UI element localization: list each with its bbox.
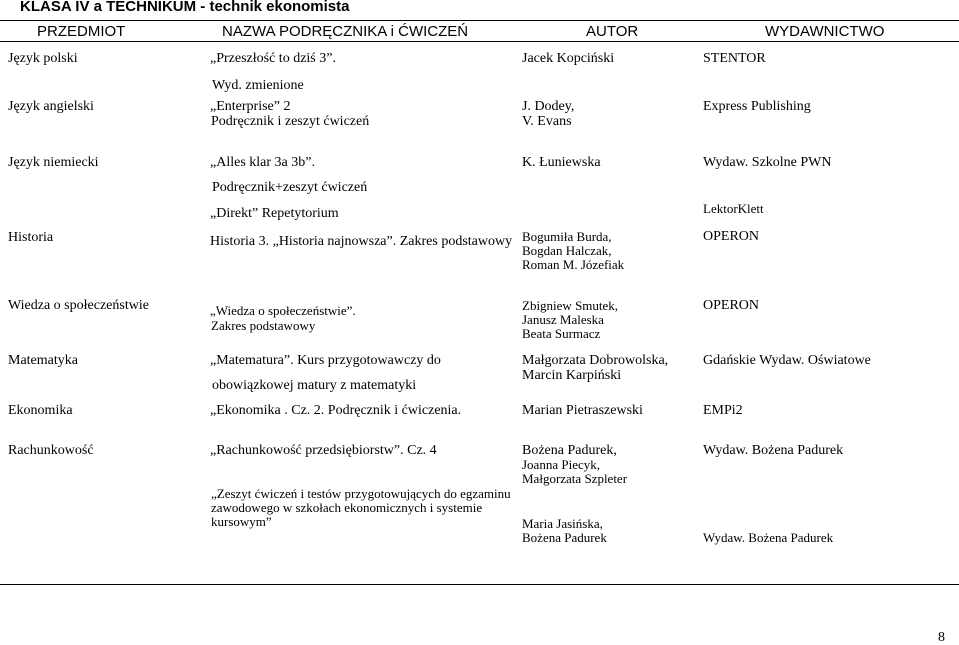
author-cell-line2: Joanna Piecyk, (522, 457, 600, 472)
table-header (0, 20, 959, 42)
book-cell: „Ekonomika . Cz. 2. Podręcznik i ćwiczenia. (210, 403, 462, 418)
book-cell-line2: Podręcznik+zeszyt ćwiczeń (212, 180, 368, 195)
book-cell: „Matematura”. Kurs przygotowawczy do (210, 353, 441, 368)
author-cell-line4: Maria Jasińska, (522, 516, 603, 531)
publisher-cell: Wydaw. Szkolne PWN (703, 155, 832, 170)
subject-cell: Język niemiecki (8, 155, 99, 170)
publisher-cell: OPERON (703, 229, 760, 244)
author-cell: J. Dodey, (522, 99, 575, 114)
author-cell-line2: V. Evans (522, 114, 572, 129)
page-title: KLASA IV a TECHNIKUM - technik ekonomista (20, 0, 350, 15)
book-cell: „Wiedza o społeczeństwie”. (210, 303, 356, 318)
publisher-cell: STENTOR (703, 51, 766, 66)
book-cell-line3: „Direkt” Repetytorium (210, 206, 339, 221)
author-cell: Jacek Kopciński (522, 51, 615, 66)
book-cell: „Enterprise” 2 (210, 99, 291, 114)
publisher-cell-line2: Wydaw. Bożena Padurek (703, 530, 834, 545)
book-cell-line2: obowiązkowej matury z matematyki (212, 378, 417, 393)
publisher-cell-line2: LektorKlett (703, 201, 764, 216)
subject-cell: Wiedza o społeczeństwie (8, 298, 149, 313)
publisher-cell: Express Publishing (703, 99, 811, 114)
book-cell-note: Wyd. zmienione (212, 78, 304, 93)
author-cell-line2: Marcin Karpiński (522, 368, 622, 383)
header-top-rule (0, 20, 959, 21)
header-book: NAZWA PODRĘCZNIKA i ĆWICZEŃ (222, 23, 469, 40)
book-cell: „Alles klar 3a 3b”. (210, 155, 315, 170)
subject-cell: Język polski (8, 51, 78, 66)
page-number: 8 (938, 630, 945, 645)
publisher-cell: Wydaw. Bożena Padurek (703, 443, 844, 458)
publisher-cell: OPERON (703, 298, 760, 313)
header-publisher: WYDAWNICTWO (765, 23, 885, 40)
book-cell-line2: „Zeszyt ćwiczeń i testów przygotowujących do egzaminu (211, 486, 511, 501)
book-cell-line3: zawodowego w szkołach ekonomicznych i systemie (211, 500, 483, 515)
author-cell-line2: Janusz Maleska (522, 312, 604, 327)
author-cell-line3: Roman M. Józefiak (522, 257, 625, 272)
book-cell: „Przeszłość to dziś 3”. (210, 51, 336, 66)
publisher-cell: Gdańskie Wydaw. Oświatowe (703, 353, 871, 368)
header-author: AUTOR (586, 23, 639, 40)
author-cell: Bożena Padurek, (522, 443, 617, 458)
publisher-cell: EMPi2 (703, 403, 743, 418)
subject-cell: Historia (8, 230, 54, 245)
header-subject: PRZEDMIOT (37, 23, 126, 40)
author-cell: Małgorzata Dobrowolska, (522, 353, 669, 368)
subject-cell: Język angielski (8, 99, 94, 114)
subject-cell: Rachunkowość (8, 443, 94, 458)
book-cell-line2: Zakres podstawowy (211, 318, 316, 333)
subject-cell: Matematyka (8, 353, 78, 368)
author-cell-line3: Małgorzata Szpleter (522, 471, 628, 486)
book-cell-line2: Podręcznik i zeszyt ćwiczeń (211, 114, 370, 129)
book-cell-line4: kursowym” (211, 514, 272, 529)
author-cell: Marian Pietraszewski (522, 403, 643, 418)
bottom-rule (0, 584, 959, 585)
author-cell: K. Łuniewska (522, 155, 601, 170)
author-cell-line2: Bogdan Halczak, (522, 243, 612, 258)
author-cell: Zbigniew Smutek, (522, 298, 619, 313)
book-cell: Historia 3. „Historia najnowsza”. Zakres podstawowy (210, 234, 513, 249)
author-cell-line3: Beata Surmacz (522, 326, 601, 341)
author-cell-line5: Bożena Padurek (522, 530, 607, 545)
subject-cell: Ekonomika (8, 403, 73, 418)
book-cell: „Rachunkowość przedsiębiorstw”. Cz. 4 (210, 443, 437, 458)
author-cell: Bogumiła Burda, (522, 229, 612, 244)
header-bottom-rule (0, 41, 959, 42)
